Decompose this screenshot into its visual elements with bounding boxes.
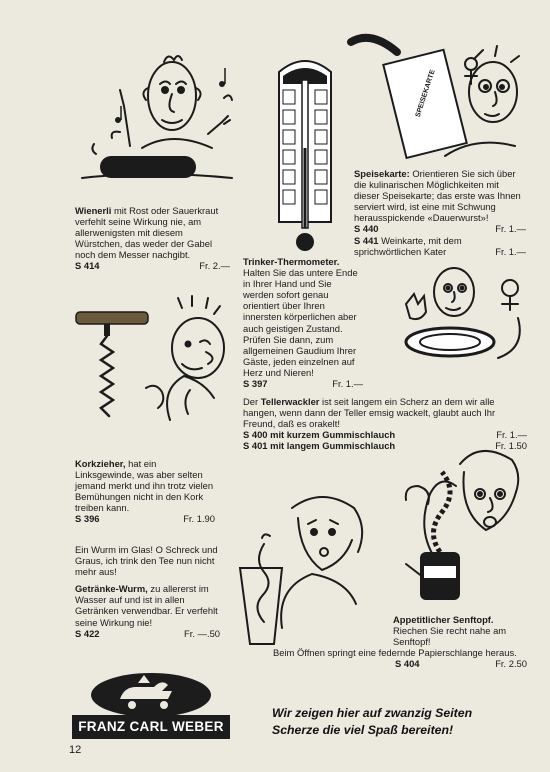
footer-slogan	[272, 705, 534, 739]
wienerli-illustration	[72, 28, 242, 204]
wienerli-section	[75, 205, 230, 272]
wurm-section	[75, 544, 220, 639]
brand-name: FRANZ CARL WEBER	[72, 715, 230, 739]
senftopf-price: Fr. 2.50	[495, 658, 527, 670]
speisekarte-illustration	[345, 28, 525, 170]
thermometer-text: Halten Sie das untere Ende in Ihrer Hand und Sie werden sofort genau orientiert über Ihren innersten körperlichen aber auch geistigen Zustand. Prüfen Sie dann, zum allgemeinen Gaudium Ihrer Gäste, jeden einzelnen auf Herz und Nieren!	[243, 267, 358, 378]
wurm-verse: Ein Wurm im Glas! O Schreck und Graus, ich trink den Tee nun nicht mehr aus!	[75, 544, 218, 578]
slogan-line-1: Wir zeigen hier auf zwanzig Seiten	[272, 706, 473, 720]
brand-logo	[72, 665, 230, 739]
tellerwackler-item	[243, 429, 527, 440]
korkzieher-article: S 396	[75, 513, 100, 525]
thermometer-price: Fr. 1.—	[332, 378, 363, 390]
korkzieher-illustration	[70, 290, 240, 458]
senftopf-article: S 404	[395, 658, 420, 670]
thermometer-illustration	[271, 52, 339, 262]
korkzieher-text: hat ein Linksgewinde, was aber selten jemand merkt und ihn trotz vielen Bemühungen nicht in den Kork treiben kann.	[75, 458, 214, 514]
speisekarte-text: Orientieren Sie sich über die kulinarischen Möglichkeiten mit dieser Speisekarte; das erste was Ihnen serviert wird, ist eine mit Schwung herausspickende «Dauerwurst»!	[354, 168, 521, 224]
korkzieher-section	[75, 458, 215, 525]
wurm-text: zu allererst im Wasser auf und ist in allen Getränken verwendbar. Er verfehlt seine Wirkung nie!	[75, 583, 218, 628]
tellerwackler-text: ist seit langem ein Scherz an dem wir alle hangen, wenn dann der Teller emsig wackelt, glaubt auch Ihr Freund, daß es orakelt!	[243, 396, 496, 430]
korkzieher-title: Korkzieher,	[75, 458, 126, 469]
wurm-title: Getränke-Wurm,	[75, 583, 148, 595]
wurm-article: S 422	[75, 627, 100, 639]
page-number: 12	[69, 744, 82, 756]
speisekarte-article: S 440	[354, 223, 379, 235]
tellerwackler-item	[243, 440, 527, 451]
speisekarte-title: Speisekarte:	[354, 168, 410, 179]
tellerwackler-item-price: Fr. 1.—	[496, 429, 527, 441]
senftopf-section	[273, 614, 527, 669]
senftopf-title: Appetitlicher Senftopf.	[393, 614, 494, 625]
slogan-line-2: Scherze die viel Spaß bereiten!	[272, 723, 454, 737]
wienerli-price: Fr. 2.—	[199, 260, 230, 272]
thermometer-section	[243, 256, 363, 389]
speisekarte-section	[354, 168, 526, 257]
tellerwackler-title: Tellerwackler	[260, 396, 320, 407]
weinkarte-price: Fr. 1.—	[495, 245, 526, 257]
tellerwackler-item-price: Fr. 1.50	[495, 440, 527, 452]
thermometer-article: S 397	[243, 378, 268, 390]
tellerwackler-item-desc: mit kurzem Gummischlauch	[270, 429, 396, 441]
thermometer-title: Trinker-Thermometer.	[243, 256, 340, 267]
tellerwackler-item-article: S 401	[243, 440, 268, 452]
menu-card-label: SPEISEKARTE	[414, 68, 437, 119]
tellerwackler-lead: Der	[243, 396, 259, 407]
speisekarte-price: Fr. 1.—	[495, 223, 526, 235]
senftopf-text2: Beim Öffnen springt eine federnde Papierschlange heraus.	[273, 647, 517, 659]
tellerwackler-illustration	[400, 258, 528, 378]
wurm-price: Fr. —.50	[184, 627, 220, 639]
senftopf-text: Riechen Sie recht nahe am Senftopf!	[393, 625, 507, 648]
wienerli-article: S 414	[75, 260, 100, 272]
wienerli-text: mit Rost oder Sauerkraut verfehlt seine Wirkung nie, am allerwenigsten mit diesem Würstchen, das weder der Gabel noch dem Messer nachgibt.	[75, 205, 219, 261]
korkzieher-price: Fr. 1.90	[183, 513, 215, 525]
tellerwackler-section	[243, 396, 527, 451]
tellerwackler-item-article: S 400	[243, 429, 268, 441]
weinkarte-text: Weinkarte, mit dem sprichwörtlichen Kater	[354, 234, 462, 257]
senftopf-illustration	[396, 440, 530, 608]
tellerwackler-item-desc: mit langem Gummischlauch	[270, 440, 396, 452]
wienerli-title: Wienerli	[75, 205, 112, 216]
weinkarte-article: S 441	[354, 234, 379, 246]
